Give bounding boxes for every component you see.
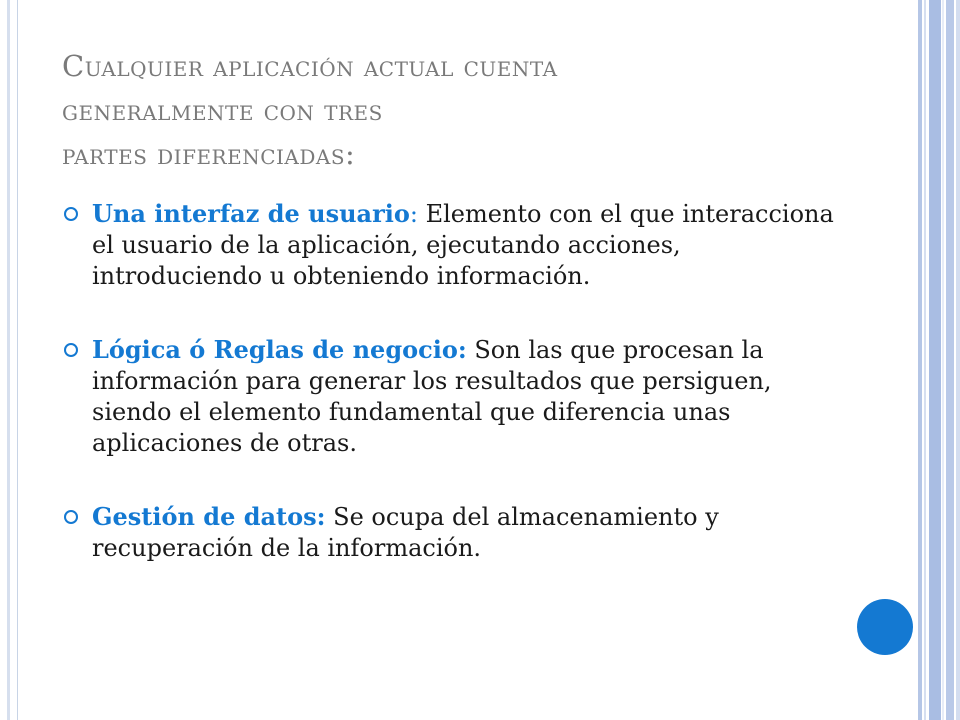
stripe	[956, 0, 960, 720]
title-line-2: generalmente con tres	[62, 93, 383, 127]
right-decorative-stripes	[918, 0, 960, 720]
bullet-item-interfaz-usuario	[62, 198, 852, 292]
bullet-text: Son las que procesan la información para generar los resultados que persiguen, siendo el elemento fundamental que diferencia unas aplicaciones de otras.	[92, 336, 772, 457]
bullet-item-gestion-datos	[62, 501, 852, 564]
bullet-list	[62, 198, 852, 564]
bullet-term: Gestión de datos:	[92, 502, 326, 531]
bullet-term-separator: :	[409, 200, 418, 228]
stripe	[924, 0, 926, 720]
left-border-frame	[0, 0, 18, 720]
ring-bullet-icon	[64, 207, 78, 221]
bullet-term: Una interfaz de usuario	[92, 199, 410, 228]
stripe	[946, 0, 954, 720]
slide-title	[62, 44, 862, 176]
blue-circle-decoration	[857, 599, 913, 655]
bullet-item-logica-negocio	[62, 334, 852, 459]
ring-bullet-icon	[64, 510, 78, 524]
stripe	[918, 0, 922, 720]
stripe	[942, 0, 944, 720]
title-line-1: Cualquier aplicación actual cuenta	[62, 49, 558, 83]
bullet-text: Se ocupa del almacenamiento y recuperación de la información.	[92, 503, 719, 562]
bullet-text: Elemento con el que interacciona el usuario de la aplicación, ejecutando acciones, introduciendo u obteniendo información.	[92, 200, 834, 290]
bullet-term: Lógica ó Reglas de negocio:	[92, 335, 467, 364]
stripe	[929, 0, 941, 720]
title-line-3: partes diferenciadas:	[62, 137, 356, 171]
ring-bullet-icon	[64, 343, 78, 357]
